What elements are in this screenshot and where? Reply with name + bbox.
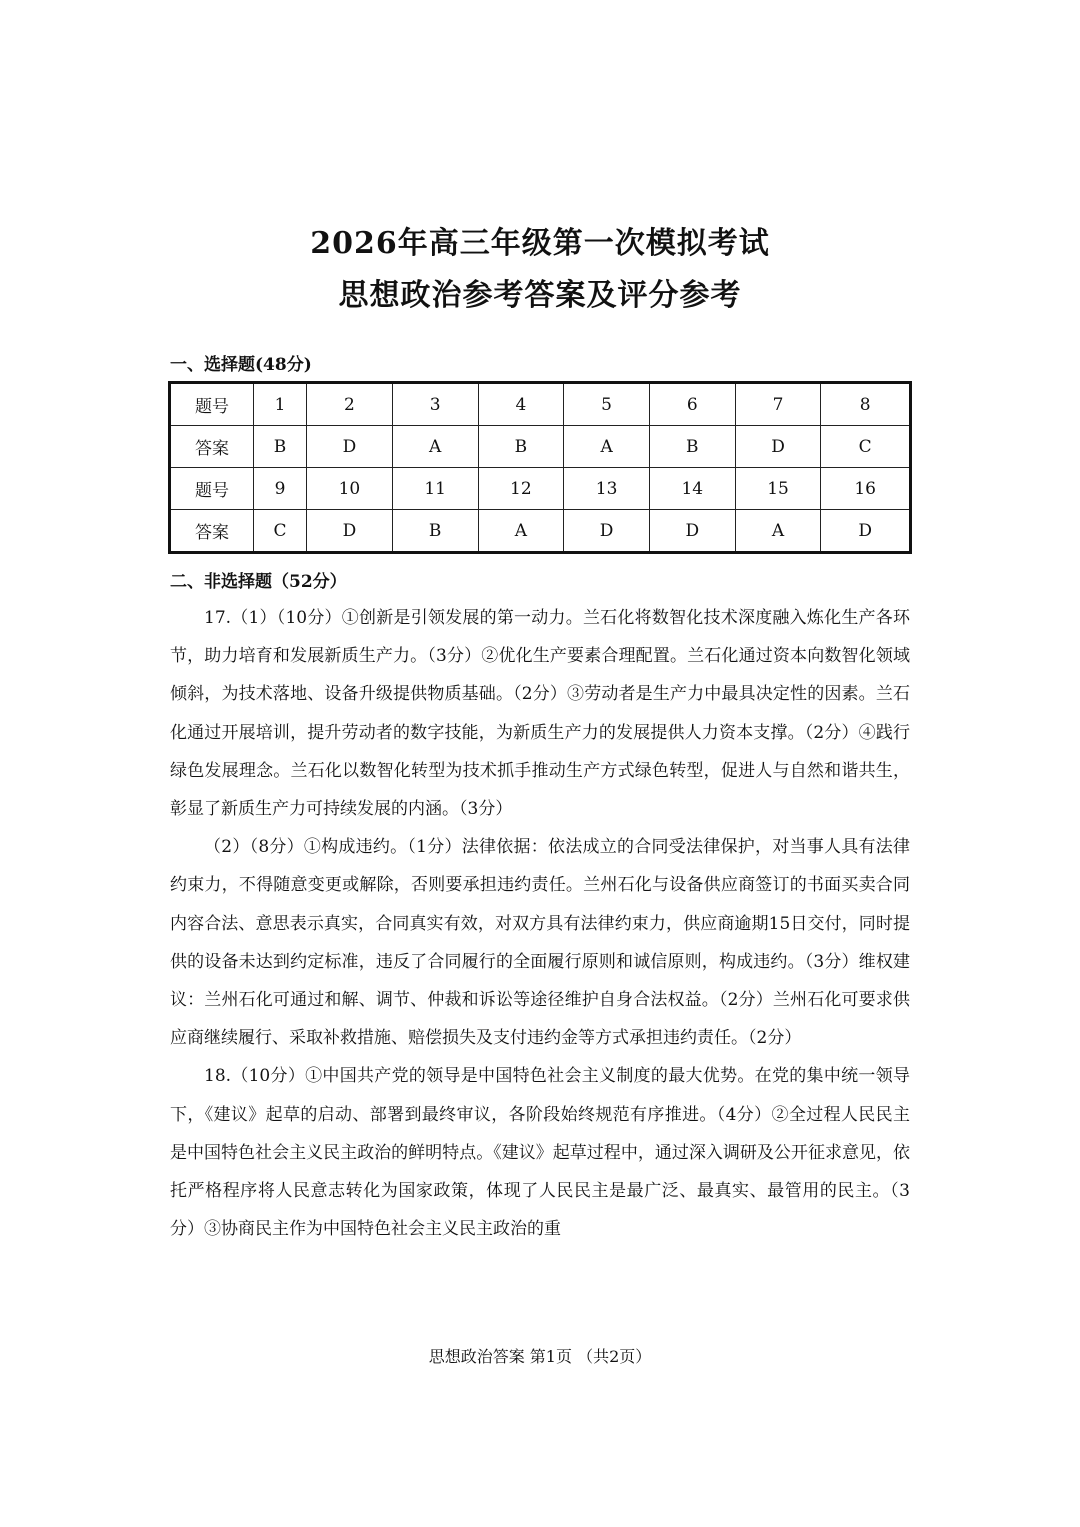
answer-body bbox=[170, 599, 910, 1248]
answer-letter-cell: D bbox=[649, 510, 735, 553]
answer-letter-cell: C bbox=[821, 426, 911, 468]
answer-letter-cell: A bbox=[564, 426, 650, 468]
question-number-cell: 7 bbox=[735, 383, 821, 426]
answer-paragraph-18: 18.（10分）①中国共产党的领导是中国特色社会主义制度的最大优势。在党的集中统一领导下，《建议》起草的启动、部署到最终审议，各阶段始终规范有序推进。（4分）②全过程人民民主是中国特色社会主义民主政治的鲜明特点。《建议》起草过程中，通过深入调研及公开征求意见，依托严格程序将人民意志转化为国家政策，体现了人民民主是最广泛、最真实、最管用的民主。（3分）③协商民主作为中国特色社会主义民主政治的重 bbox=[170, 1066, 910, 1240]
answer-letter-cell: A bbox=[392, 426, 478, 468]
question-number-cell: 16 bbox=[821, 468, 911, 510]
question-number-cell: 2 bbox=[307, 383, 393, 426]
table-row bbox=[170, 468, 911, 510]
table-row bbox=[170, 383, 911, 426]
question-number-cell: 14 bbox=[649, 468, 735, 510]
section-multiple-choice-heading: 一、选择题(48分) bbox=[170, 355, 312, 375]
answer-letter-cell: A bbox=[735, 510, 821, 553]
section-open-questions-heading: 二、非选择题（52分） bbox=[170, 572, 347, 592]
question-number-cell: 3 bbox=[392, 383, 478, 426]
answer-letter-cell: A bbox=[478, 510, 564, 553]
answer-letter-cell: D bbox=[307, 426, 393, 468]
question-number-cell: 15 bbox=[735, 468, 821, 510]
row-label-answer: 答案 bbox=[170, 510, 254, 553]
answer-table bbox=[168, 381, 912, 554]
answer-letter-cell: B bbox=[478, 426, 564, 468]
answer-table-body bbox=[170, 383, 911, 553]
question-number-cell: 1 bbox=[254, 383, 307, 426]
answer-letter-cell: B bbox=[392, 510, 478, 553]
answer-paragraph-17-2: （2）（8分）①构成违约。（1分）法律依据：依法成立的合同受法律保护，对当事人具有法律约束力，不得随意变更或解除，否则要承担违约责任。兰州石化与设备供应商签订的书面买卖合同内容合法、意思表示真实，合同真实有效，对双方具有法律约束力，供应商逾期15日交付，同时提供的设备未达到约定标准，违反了合同履行的全面履行原则和诚信原则，构成违约。（3分）维权建议：兰州石化可通过和解、调节、仲裁和诉讼等途径维护自身合法权益。（2分）兰州石化可要求供应商继续履行、采取补救措施、赔偿损失及支付违约金等方式承担违约责任。（2分） bbox=[170, 837, 910, 1049]
answer-letter-cell: D bbox=[564, 510, 650, 553]
row-label-answer: 答案 bbox=[170, 426, 254, 468]
table-row bbox=[170, 426, 911, 468]
question-number-cell: 4 bbox=[478, 383, 564, 426]
question-number-cell: 13 bbox=[564, 468, 650, 510]
question-number-cell: 10 bbox=[307, 468, 393, 510]
answer-letter-cell: D bbox=[307, 510, 393, 553]
answer-letter-cell: B bbox=[649, 426, 735, 468]
question-number-cell: 11 bbox=[392, 468, 478, 510]
row-label-question: 题号 bbox=[170, 383, 254, 426]
exam-title: 2026年高三年级第一次模拟考试 bbox=[310, 226, 770, 261]
answer-letter-cell: C bbox=[254, 510, 307, 553]
page-footer: 思想政治答案 第1页 （共2页） bbox=[428, 1347, 652, 1366]
row-label-question: 题号 bbox=[170, 468, 254, 510]
question-number-cell: 5 bbox=[564, 383, 650, 426]
answer-key-subtitle: 思想政治参考答案及评分参考 bbox=[338, 278, 742, 313]
answer-letter-cell: D bbox=[735, 426, 821, 468]
answer-paragraph-17-1: 17.（1）（10分）①创新是引领发展的第一动力。兰石化将数智化技术深度融入炼化生产各环节，助力培育和发展新质生产力。（3分）②优化生产要素合理配置。兰石化通过资本向数智化领域倾斜，为技术落地、设备升级提供物质基础。（2分）③劳动者是生产力中最具决定性的因素。兰石化通过开展培训，提升劳动者的数字技能，为新质生产力的发展提供人力资本支撑。（2分）④践行绿色发展理念。兰石化以数智化转型为技术抓手推动生产方式绿色转型，促进人与自然和谐共生，彰显了新质生产力可持续发展的内涵。（3分） bbox=[170, 608, 910, 820]
answer-letter-cell: D bbox=[821, 510, 911, 553]
question-number-cell: 9 bbox=[254, 468, 307, 510]
answer-letter-cell: B bbox=[254, 426, 307, 468]
question-number-cell: 8 bbox=[821, 383, 911, 426]
question-number-cell: 6 bbox=[649, 383, 735, 426]
table-row bbox=[170, 510, 911, 553]
question-number-cell: 12 bbox=[478, 468, 564, 510]
